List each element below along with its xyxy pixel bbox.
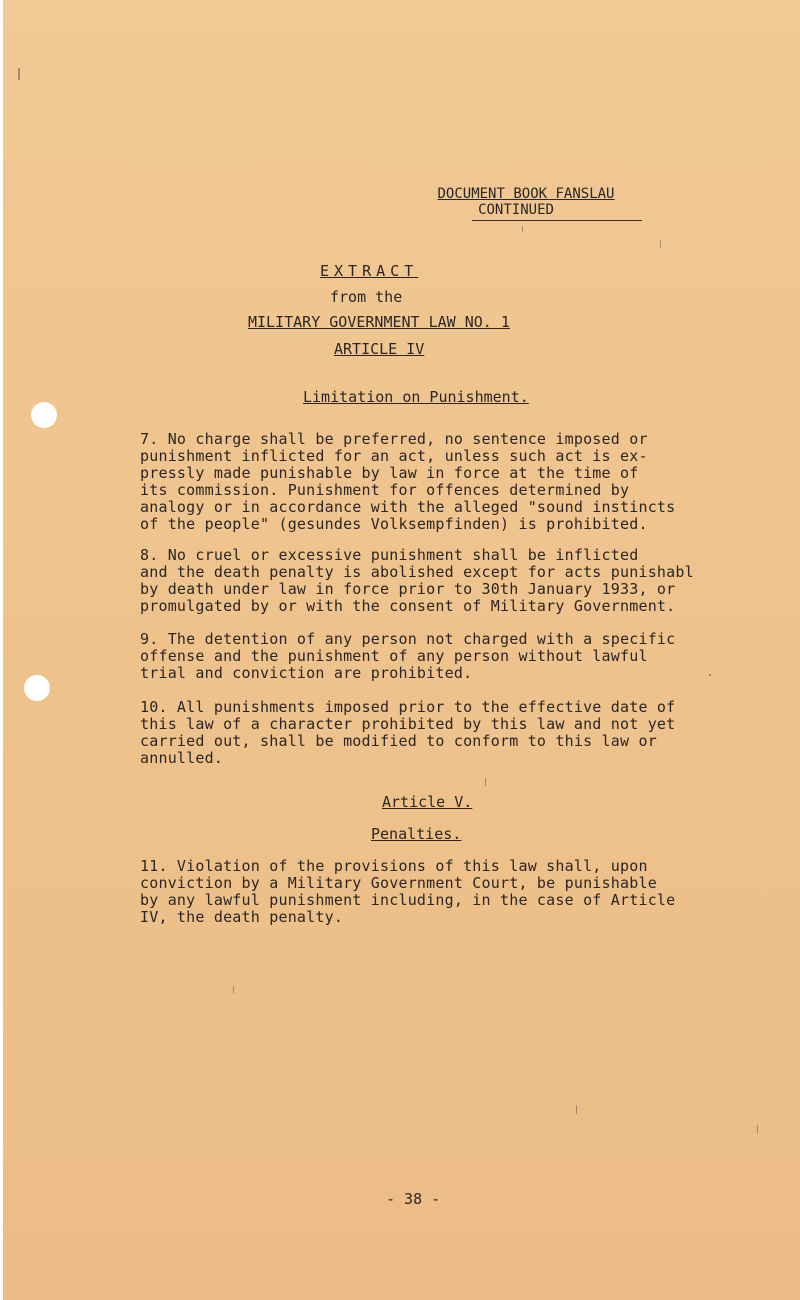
punch-hole-bottom	[24, 675, 50, 701]
paragraph-10: 10. All punishments imposed prior to the effective date of this law of a character prohibited by this law and not yet carried out, shall be modified to conform to this law or annulled.	[140, 698, 676, 767]
penalties-heading: Penalties.	[371, 825, 462, 843]
header-rule	[472, 220, 642, 221]
document-header	[410, 186, 642, 218]
header-line-2: CONTINUED	[478, 202, 554, 218]
article-v-title: Article V.	[382, 793, 473, 811]
paper-speck	[522, 226, 523, 232]
law-title: MILITARY GOVERNMENT LAW NO. 1	[248, 313, 510, 331]
paragraph-8: 8. No cruel or excessive punishment shall be inflicted and the death penalty is abolished except for acts punishabl by death under law in force prior to 30th January 1933, or promulgated by or with the consent of Military Government.	[140, 546, 694, 615]
paper-speck	[576, 1105, 577, 1114]
punch-hole-top	[31, 402, 57, 428]
header-line-1: DOCUMENT BOOK FANSLAU	[437, 186, 615, 202]
paper-speck	[18, 68, 20, 80]
from-the-label: from the	[330, 288, 403, 306]
page-edge	[0, 0, 3, 1300]
extract-title: EXTRACT	[320, 262, 419, 280]
page-number: - 38 -	[386, 1190, 441, 1208]
limitation-heading: Limitation on Punishment.	[303, 388, 529, 406]
paragraph-7: 7. No charge shall be preferred, no sentence imposed or punishment inflicted for an act, unless such act is ex- pressly made punishable by law in force at the time of its commission. Punishment for offences determined by analogy or in accordance with the alleged "sound instincts of the people" (gesundes Volksempfinden) is prohibited.	[140, 430, 676, 533]
article-iv-title: ARTICLE IV	[334, 340, 425, 358]
paper-speck	[233, 986, 234, 993]
paper-speck	[660, 240, 661, 248]
paper-speck	[485, 778, 486, 786]
paragraph-11: 11. Violation of the provisions of this law shall, upon conviction by a Military Government Court, be punishable by any lawful punishment including, in the case of Article IV, the death penalty.	[140, 857, 676, 926]
paper-speck	[757, 1125, 758, 1133]
paper-speck	[709, 674, 711, 676]
paragraph-9: 9. The detention of any person not charged with a specific offense and the punishment of any person without lawful trial and conviction are prohibited.	[140, 630, 676, 682]
